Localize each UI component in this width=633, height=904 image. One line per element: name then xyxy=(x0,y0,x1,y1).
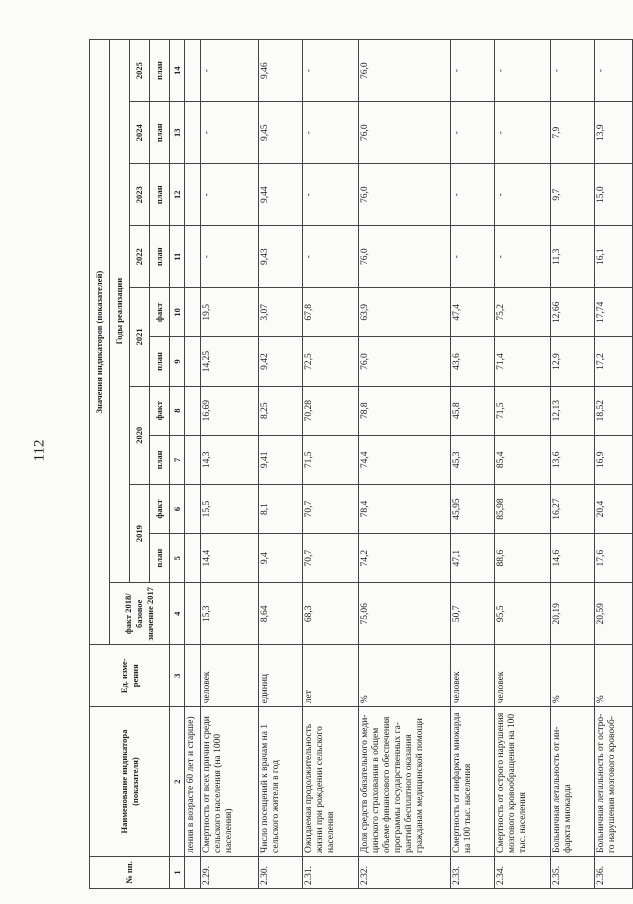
column-numbers-row xyxy=(170,40,185,889)
cell-value: 8,1 xyxy=(259,484,303,533)
cell-value: - xyxy=(451,226,495,288)
column-number: 10 xyxy=(170,288,185,337)
cell-value: - xyxy=(595,40,633,102)
column-number: 8 xyxy=(170,386,185,435)
cell-value: - xyxy=(303,164,359,226)
cell-base: 50,7 xyxy=(451,583,495,645)
cell-value: 63,9 xyxy=(359,288,451,337)
cell-no: 2.29. xyxy=(201,856,259,888)
cell-value: - xyxy=(303,40,359,102)
cell-empty xyxy=(185,583,201,645)
header-plan: план xyxy=(150,164,170,226)
cell-base: 95,5 xyxy=(495,583,551,645)
cell-no: 2.34. xyxy=(495,856,551,888)
cell-value: 9,41 xyxy=(259,435,303,484)
header-year-2019: 2019 xyxy=(130,484,150,582)
cell-value: 15,5 xyxy=(201,484,259,533)
cell-value: 43,6 xyxy=(451,337,495,386)
cell-name: Число посещений к врачам на 1 сельского жителя в год xyxy=(259,707,303,857)
cell-empty xyxy=(185,164,201,226)
cell-base: 68,3 xyxy=(303,583,359,645)
cell-empty xyxy=(185,484,201,533)
cell-value: - xyxy=(201,164,259,226)
cell-no: 2.33. xyxy=(451,856,495,888)
cell-name: Ожидаемая продолжительность жизни при рождении сельского населения xyxy=(303,707,359,857)
table-body xyxy=(170,40,633,889)
cell-value: 12,13 xyxy=(551,386,595,435)
header-year-2021: 2021 xyxy=(130,288,150,386)
cell-base: 15,3 xyxy=(201,583,259,645)
cell-value: - xyxy=(201,102,259,164)
cell-value: 76,0 xyxy=(359,226,451,288)
cell-name: Смертность от острого нарушения мозгового кровообращения на 100 тыс. населения xyxy=(495,707,551,857)
cell-value: 8,25 xyxy=(259,386,303,435)
cell-value: 11,3 xyxy=(551,226,595,288)
cell-value: 16,69 xyxy=(201,386,259,435)
cell-value: 13,9 xyxy=(595,102,633,164)
cell-no: 2.36. xyxy=(595,856,633,888)
cell-value: - xyxy=(495,226,551,288)
cell-empty xyxy=(185,645,201,707)
column-number: 6 xyxy=(170,484,185,533)
column-number: 7 xyxy=(170,435,185,484)
table-row xyxy=(259,40,303,889)
cell-value: 9,4 xyxy=(259,534,303,583)
cell-value: 15,0 xyxy=(595,164,633,226)
cell-value: 14,25 xyxy=(201,337,259,386)
header-fact: факт xyxy=(150,386,170,435)
cell-unit: лет xyxy=(303,645,359,707)
cell-value: - xyxy=(303,102,359,164)
cell-value: 85,98 xyxy=(495,484,551,533)
cell-value: 75,2 xyxy=(495,288,551,337)
cell-value: 14,4 xyxy=(201,534,259,583)
cell-value: - xyxy=(303,226,359,288)
cell-name: Доля средств обязательного меди-цинского страхования в общем объеме финансового обеспечения программы государственных га-рантий бесплатного оказания гражданам медицинской помощи xyxy=(359,707,451,857)
cell-unit: единиц xyxy=(259,645,303,707)
cell-value: 85,4 xyxy=(495,435,551,484)
table-row xyxy=(595,40,633,889)
cell-empty xyxy=(185,435,201,484)
cell-name: Смертность от всех причин среди сельского населения (на 1000 населения) xyxy=(201,707,259,857)
table-row xyxy=(451,40,495,889)
cell-value: 70,7 xyxy=(303,484,359,533)
cell-value: 88,6 xyxy=(495,534,551,583)
cell-value: 9,42 xyxy=(259,337,303,386)
cell-unit: % xyxy=(595,645,633,707)
column-number: 14 xyxy=(170,40,185,102)
header-fact: факт xyxy=(150,288,170,337)
cell-value: - xyxy=(551,40,595,102)
cell-value: 14,3 xyxy=(201,435,259,484)
cell-value: 17,74 xyxy=(595,288,633,337)
cell-value: - xyxy=(451,164,495,226)
cell-value: - xyxy=(201,226,259,288)
cell-value: 74,4 xyxy=(359,435,451,484)
header-year-2020: 2020 xyxy=(130,386,150,484)
cell-value: 78,8 xyxy=(359,386,451,435)
cell-value: 71,5 xyxy=(303,435,359,484)
cell-empty xyxy=(185,288,201,337)
header-base: факт 2018/базовое значение 2017 xyxy=(110,583,170,645)
cell-value: 12,9 xyxy=(551,337,595,386)
rotated-table-container xyxy=(89,39,617,889)
cell-name: Смертность от инфаркта миокарда на 100 тыс. населения xyxy=(451,707,495,857)
indicators-table xyxy=(89,39,633,889)
cell-value: 9,45 xyxy=(259,102,303,164)
cell-empty xyxy=(185,337,201,386)
cell-value: 9,44 xyxy=(259,164,303,226)
cell-value: 72,5 xyxy=(303,337,359,386)
header-year-2023: 2023 xyxy=(130,164,150,226)
column-number: 2 xyxy=(170,707,185,857)
cell-no: 2.35. xyxy=(551,856,595,888)
column-number: 11 xyxy=(170,226,185,288)
column-number: 13 xyxy=(170,102,185,164)
cell-name: Больничная летальность от остро-го нарушения мозгового кровооб- xyxy=(595,707,633,857)
cell-value: 76,0 xyxy=(359,102,451,164)
table-row xyxy=(495,40,551,889)
cell-value: 13,6 xyxy=(551,435,595,484)
header-plan: план xyxy=(150,40,170,102)
cell-value: - xyxy=(451,102,495,164)
cell-value: 9,43 xyxy=(259,226,303,288)
header-year-2025: 2025 xyxy=(130,40,150,102)
cell-value: 9,7 xyxy=(551,164,595,226)
cell-value: 67,8 xyxy=(303,288,359,337)
cell-value: - xyxy=(495,40,551,102)
header-year-2022: 2022 xyxy=(130,226,150,288)
cell-value: 47,1 xyxy=(451,534,495,583)
cell-value: 70,28 xyxy=(303,386,359,435)
cell-value: 17,6 xyxy=(595,534,633,583)
header-plan: план xyxy=(150,534,170,583)
column-number: 12 xyxy=(170,164,185,226)
cell-unit: % xyxy=(551,645,595,707)
cell-unit: человек xyxy=(495,645,551,707)
cell-value: 45,95 xyxy=(451,484,495,533)
cell-base: 75,06 xyxy=(359,583,451,645)
cell-value: 47,4 xyxy=(451,288,495,337)
cell-value: - xyxy=(495,164,551,226)
cell-value: 14,6 xyxy=(551,534,595,583)
cell-value: 71,5 xyxy=(495,386,551,435)
header-fact: факт xyxy=(150,484,170,533)
table-row xyxy=(303,40,359,889)
cell-base: 20,19 xyxy=(551,583,595,645)
cell-value: 70,7 xyxy=(303,534,359,583)
cell-value: 16,1 xyxy=(595,226,633,288)
cell-base: 20,59 xyxy=(595,583,633,645)
column-number: 3 xyxy=(170,645,185,707)
cell-unit: % xyxy=(359,645,451,707)
cell-value: 19,5 xyxy=(201,288,259,337)
cell-value: 71,4 xyxy=(495,337,551,386)
cell-empty xyxy=(185,102,201,164)
cell-empty xyxy=(185,386,201,435)
cell-no: 2.31. xyxy=(303,856,359,888)
header-plan: план xyxy=(150,435,170,484)
header-name: Наименование индикатора (показателя) xyxy=(90,707,170,857)
page-number: 112 xyxy=(31,439,48,462)
header-year-2024: 2024 xyxy=(130,102,150,164)
cell-value: 16,9 xyxy=(595,435,633,484)
header-years-group: Годы реализации xyxy=(110,40,130,583)
cell-value: 78,4 xyxy=(359,484,451,533)
cell-no: 2.30. xyxy=(259,856,303,888)
table-row xyxy=(359,40,451,889)
cell-value: 16,27 xyxy=(551,484,595,533)
cell-value: 12,66 xyxy=(551,288,595,337)
cell-empty xyxy=(185,534,201,583)
header-unit: Ед. изме-рения xyxy=(90,645,170,707)
header-plan: план xyxy=(150,102,170,164)
column-number: 1 xyxy=(170,856,185,888)
cell-value: 76,0 xyxy=(359,337,451,386)
cell-value: 76,0 xyxy=(359,40,451,102)
cell-value: - xyxy=(451,40,495,102)
cell-empty xyxy=(185,226,201,288)
cell-value: 7,9 xyxy=(551,102,595,164)
header-plan: план xyxy=(150,337,170,386)
column-number: 9 xyxy=(170,337,185,386)
cell-value: 74,2 xyxy=(359,534,451,583)
cell-value: 76,0 xyxy=(359,164,451,226)
cell-value: - xyxy=(495,102,551,164)
cell-value: 9,46 xyxy=(259,40,303,102)
column-number: 5 xyxy=(170,534,185,583)
cell-value: 18,52 xyxy=(595,386,633,435)
cell-name: ления в возрасте 60 лет и старше) xyxy=(185,707,201,857)
cell-name: Больничная летальность от ин-фаркта миокарда xyxy=(551,707,595,857)
cell-no: 2.32. xyxy=(359,856,451,888)
cell-value: - xyxy=(201,40,259,102)
cell-value: 20,4 xyxy=(595,484,633,533)
cell-value: 45,3 xyxy=(451,435,495,484)
header-no: № пп. xyxy=(90,856,170,888)
table-row xyxy=(201,40,259,889)
cell-unit: человек xyxy=(451,645,495,707)
cell-base: 8,64 xyxy=(259,583,303,645)
continuation-row xyxy=(185,40,201,889)
header-values-group: Значения индикаторов (показателей) xyxy=(90,40,110,645)
column-number: 4 xyxy=(170,583,185,645)
cell-no xyxy=(185,856,201,888)
cell-value: 17,2 xyxy=(595,337,633,386)
cell-unit: человек xyxy=(201,645,259,707)
cell-value: 45,8 xyxy=(451,386,495,435)
cell-empty xyxy=(185,40,201,102)
cell-value: 3,07 xyxy=(259,288,303,337)
header-plan: план xyxy=(150,226,170,288)
table-row xyxy=(551,40,595,889)
